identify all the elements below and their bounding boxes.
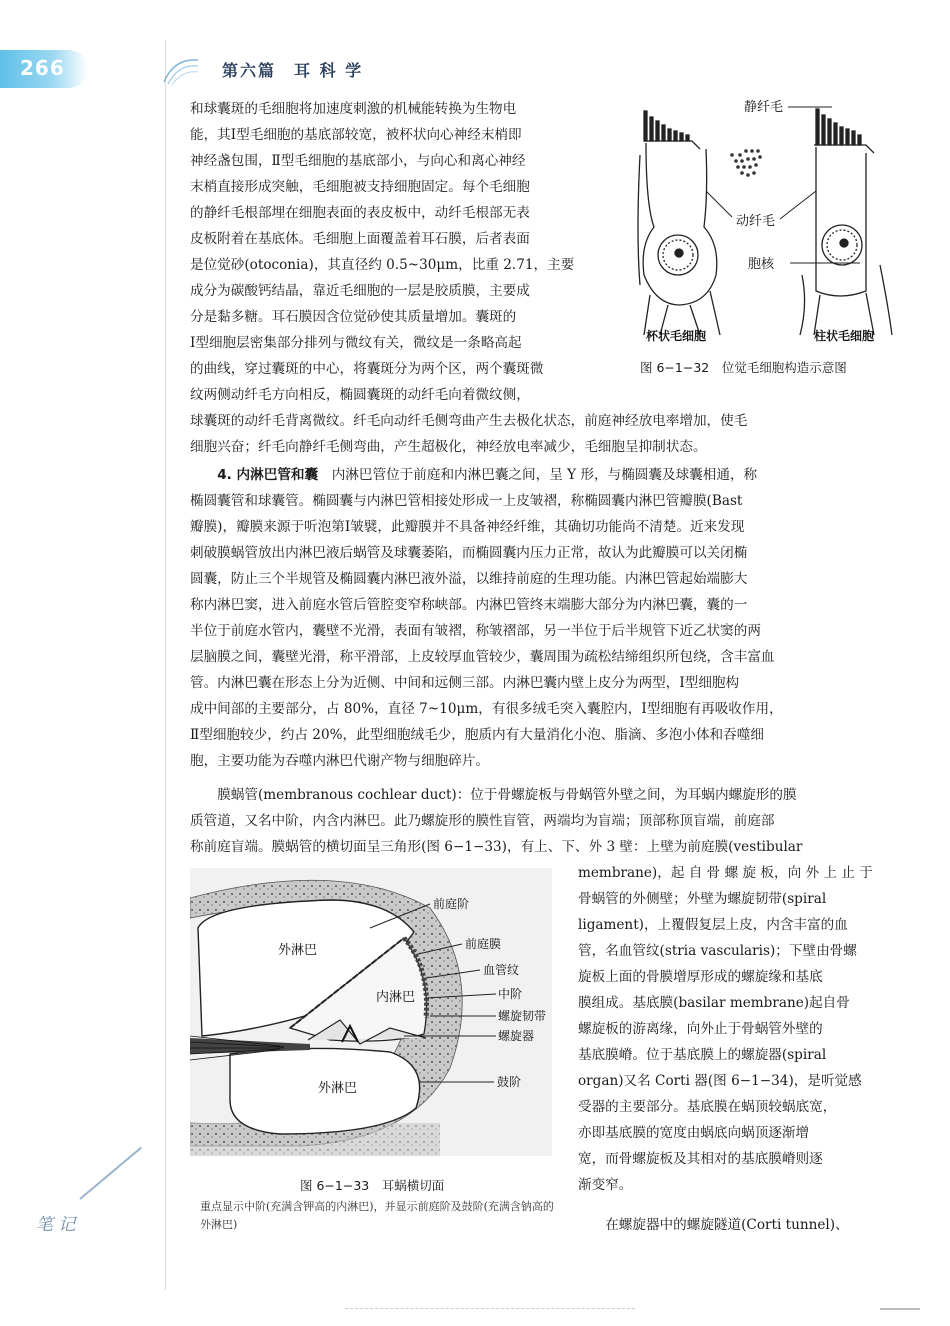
page-number-badge: [0, 50, 88, 88]
text-line: Ⅱ型细胞较少，约占 20%，此型细胞绒毛少，胞质内有大量消化小泡、脂滴、多泡小体和吞噬细: [190, 727, 764, 743]
text-line: 骨蜗管的外侧壁；外壁为螺旋韧带(spiral: [578, 891, 827, 907]
text-line: 管，名血管纹(stria vascularis)；下壁由骨螺: [578, 943, 857, 959]
cochlea-cross-section-diagram: [190, 868, 552, 1156]
text-line: 胞，主要功能为吞噬内淋巴代谢产物与细胞碎片。: [190, 753, 490, 769]
text-line: 半位于前庭水管内，囊壁不光滑，表面有皱褶，称皱褶部，另一半位于后半规管下近乙状窦的两: [190, 623, 761, 639]
text-line: 在螺旋器中的螺旋隧道(Corti tunnel)、: [605, 1217, 849, 1233]
label-cup-cell: 杯状毛细胞: [646, 329, 707, 343]
text-line: 管。内淋巴囊在形态上分为近侧、中间和远侧三部。内淋巴囊内壁上皮分为两型，Ⅰ型细胞构: [190, 675, 740, 691]
paragraph-cochlear-duct: [190, 782, 920, 860]
text-line: organ)又名 Corti 器(图 6−1−34)，是听觉感: [578, 1073, 862, 1089]
notes-pen-stroke: [79, 1147, 142, 1200]
text-line: 能，其Ⅰ型毛细胞的基底部较宽，被杯状向心神经末梢即: [190, 127, 522, 143]
text-line: 质管道，又名中阶，内含内淋巴。此乃螺旋形的膜性盲管，两端均为盲端；顶部称顶盲端，前庭部: [190, 813, 775, 829]
text-line: 内淋巴管位于前庭和内淋巴囊之间，呈 Y 形，与椭圆囊及球囊相通，称: [331, 467, 758, 483]
section-heading: 4. 内淋巴管和囊: [217, 467, 319, 483]
label-perilymph-bottom: 外淋巴: [318, 1081, 358, 1096]
text-line: Ⅰ型细胞层密集部分排列与微纹有关，微纹是一条略高起: [190, 335, 522, 351]
footer-rule: [345, 1308, 635, 1310]
text-line: 旋板上面的骨膜增厚形成的螺旋缘和基底: [578, 969, 823, 985]
label-scala-tympani: 鼓阶: [497, 1075, 522, 1089]
text-line: 刺破膜蜗管放出内淋巴液后蜗管及球囊萎陷，而椭圆囊内压力正常，故认为此瓣膜可以关闭椭: [190, 545, 748, 561]
label-spiral-ligament: 螺旋韧带: [498, 1009, 547, 1023]
text-line: 成中间部的主要部分，占 80%，直径 7~10μm，有很多绒毛突入囊腔内，Ⅰ型细胞有再吸收作用，: [190, 701, 783, 717]
margin-rule: [165, 40, 166, 1290]
paragraph-cochlear-duct-right: [578, 860, 900, 1198]
text-line: 皮板附着在基底体。毛细胞上面覆盖着耳石膜，后者表面: [190, 231, 530, 247]
text-line: 瓣膜)，瓣膜来源于听泡第Ⅰ皱襞，此瓣膜并不具备神经纤维，其确切功能尚不清楚。近来发现: [190, 519, 745, 535]
text-line: ligament)，上覆假复层上皮，内含丰富的血: [578, 917, 848, 933]
text-line: 成分为碳酸钙结晶，靠近毛细胞的一层是胶质膜，主要成: [190, 283, 530, 299]
text-line: 渐变窄。: [578, 1177, 633, 1193]
label-kinocilium: 动纤毛: [736, 214, 776, 229]
paragraph-endolymphatic: [190, 462, 920, 774]
paragraph-corti-tunnel: [578, 1212, 900, 1238]
text-line: 称前庭盲端。膜蜗管的横切面呈三角形(图 6−1−33)，有上、下、外 3 壁：上壁为前庭膜(vestibular: [190, 839, 803, 855]
text-line: 基底膜嵴。位于基底膜上的螺旋器(spiral: [578, 1047, 827, 1063]
text-line: 宽，而骨螺旋板及其相对的基底膜嵴则逐: [578, 1151, 823, 1167]
label-organ-of-corti: 螺旋器: [498, 1029, 535, 1043]
text-line: 圆囊，防止三个半规管及椭圆囊内淋巴液外溢，以维持前庭的生理功能。内淋巴管起始端膨大: [190, 571, 748, 587]
text-line: 膜组成。基底膜(basilar membrane)起自骨: [578, 995, 850, 1011]
text-line: 和球囊斑的毛细胞将加速度刺激的机械能转换为生物电: [190, 101, 517, 117]
label-vestibular-membrane: 前庭膜: [465, 937, 502, 951]
figure-caption-6-1-32: 图 6−1−32 位觉毛细胞构造示意图: [640, 360, 847, 375]
label-perilymph-top: 外淋巴: [278, 943, 318, 958]
text-line: 螺旋板的游离缘，向外止于骨蜗管外壁的: [578, 1021, 823, 1037]
text-line: 层脑膜之间，囊壁光滑，称平滑部，上皮较厚血管较少，囊周围为疏松结缔组织所包绕，含丰富血: [190, 649, 775, 665]
text-line: 称内淋巴窦，进入前庭水管后管腔变窄称峡部。内淋巴管终末端膨大部分为内淋巴囊，囊的一: [190, 597, 748, 613]
label-stria-vascularis: 血管纹: [483, 963, 520, 977]
label-column-cell: 柱状毛细胞: [814, 329, 875, 343]
figure-note: 重点显示中阶(充满含钾高的内淋巴)，并显示前庭阶及鼓阶(充满含钠高的外淋巴): [200, 1200, 554, 1231]
text-line: 的曲线，穿过囊斑的中心，将囊斑分为两个区，两个囊斑微: [190, 361, 544, 377]
notes-label: 笔 记: [36, 1215, 76, 1235]
label-endolymph: 内淋巴: [376, 990, 416, 1005]
text-line: 末梢直接形成突触，毛细胞被支持细胞固定。每个毛细胞: [190, 179, 530, 195]
page-number: 266: [20, 56, 65, 80]
header-swirl-icon: [160, 52, 202, 88]
text-line: 纹两侧动纤毛方向相反，椭圆囊斑的动纤毛向着微纹侧，: [190, 387, 530, 403]
column-hair-cell: [800, 109, 892, 335]
hair-cell-diagram: [630, 95, 920, 345]
text-line: 神经盏包围，Ⅱ型毛细胞的基底部小，与向心和离心神经: [190, 153, 526, 169]
text-line: membrane)，起 自 骨 螺 旋 板，向 外 上 止 于: [578, 865, 873, 881]
text-line: 球囊斑的动纤毛背离微纹。纤毛向动纤毛侧弯曲产生去极化状态，前庭神经放电率增加，使毛: [190, 413, 748, 429]
label-scala-vestibuli: 前庭阶: [433, 897, 470, 911]
label-static-cilia: 静纤毛: [744, 100, 784, 115]
label-nucleus: 胞核: [748, 257, 775, 272]
text-line: 细胞兴奋；纤毛向静纤毛侧弯曲，产生超极化，神经放电率减少，毛细胞呈抑制状态。: [190, 439, 707, 455]
text-line: 膜蜗管(membranous cochlear duct)：位于骨螺旋板与骨蜗管外壁之间，为耳蜗内螺旋形的膜: [217, 787, 797, 803]
cup-hair-cell: [638, 111, 720, 335]
text-line: 椭圆囊管和球囊管。椭圆囊与内淋巴管相接处形成一上皮皱褶，称椭圆囊内淋巴管瓣膜(Bast: [190, 493, 743, 509]
chapter-title: 第六篇 耳 科 学: [222, 61, 364, 80]
footer-mark: [880, 1308, 920, 1310]
paragraph-hair-cells-cont: [190, 408, 920, 460]
text-line: 受器的主要部分。基底膜在蜗顶较蜗底宽，: [578, 1099, 837, 1115]
label-scala-media: 中阶: [498, 987, 523, 1001]
text-line: 亦即基底膜的宽度由蜗底向蜗顶逐渐增: [578, 1125, 810, 1141]
section-first-line: [190, 462, 920, 488]
paragraph-hair-cells: [190, 96, 615, 408]
text-line: 是位觉砂(otoconia)，其直径约 0.5~30μm，比重 2.71，主要: [190, 257, 575, 273]
cilia-cross-section: [730, 149, 762, 177]
text-line: 的静纤毛根部埋在细胞表面的表皮板中，动纤毛根部无表: [190, 205, 530, 221]
text-line: 分是黏多糖。耳石膜因含位觉砂使其质量增加。囊斑的: [190, 309, 517, 325]
figure-caption-6-1-33: 图 6−1−33 耳蜗横切面: [300, 1178, 445, 1193]
